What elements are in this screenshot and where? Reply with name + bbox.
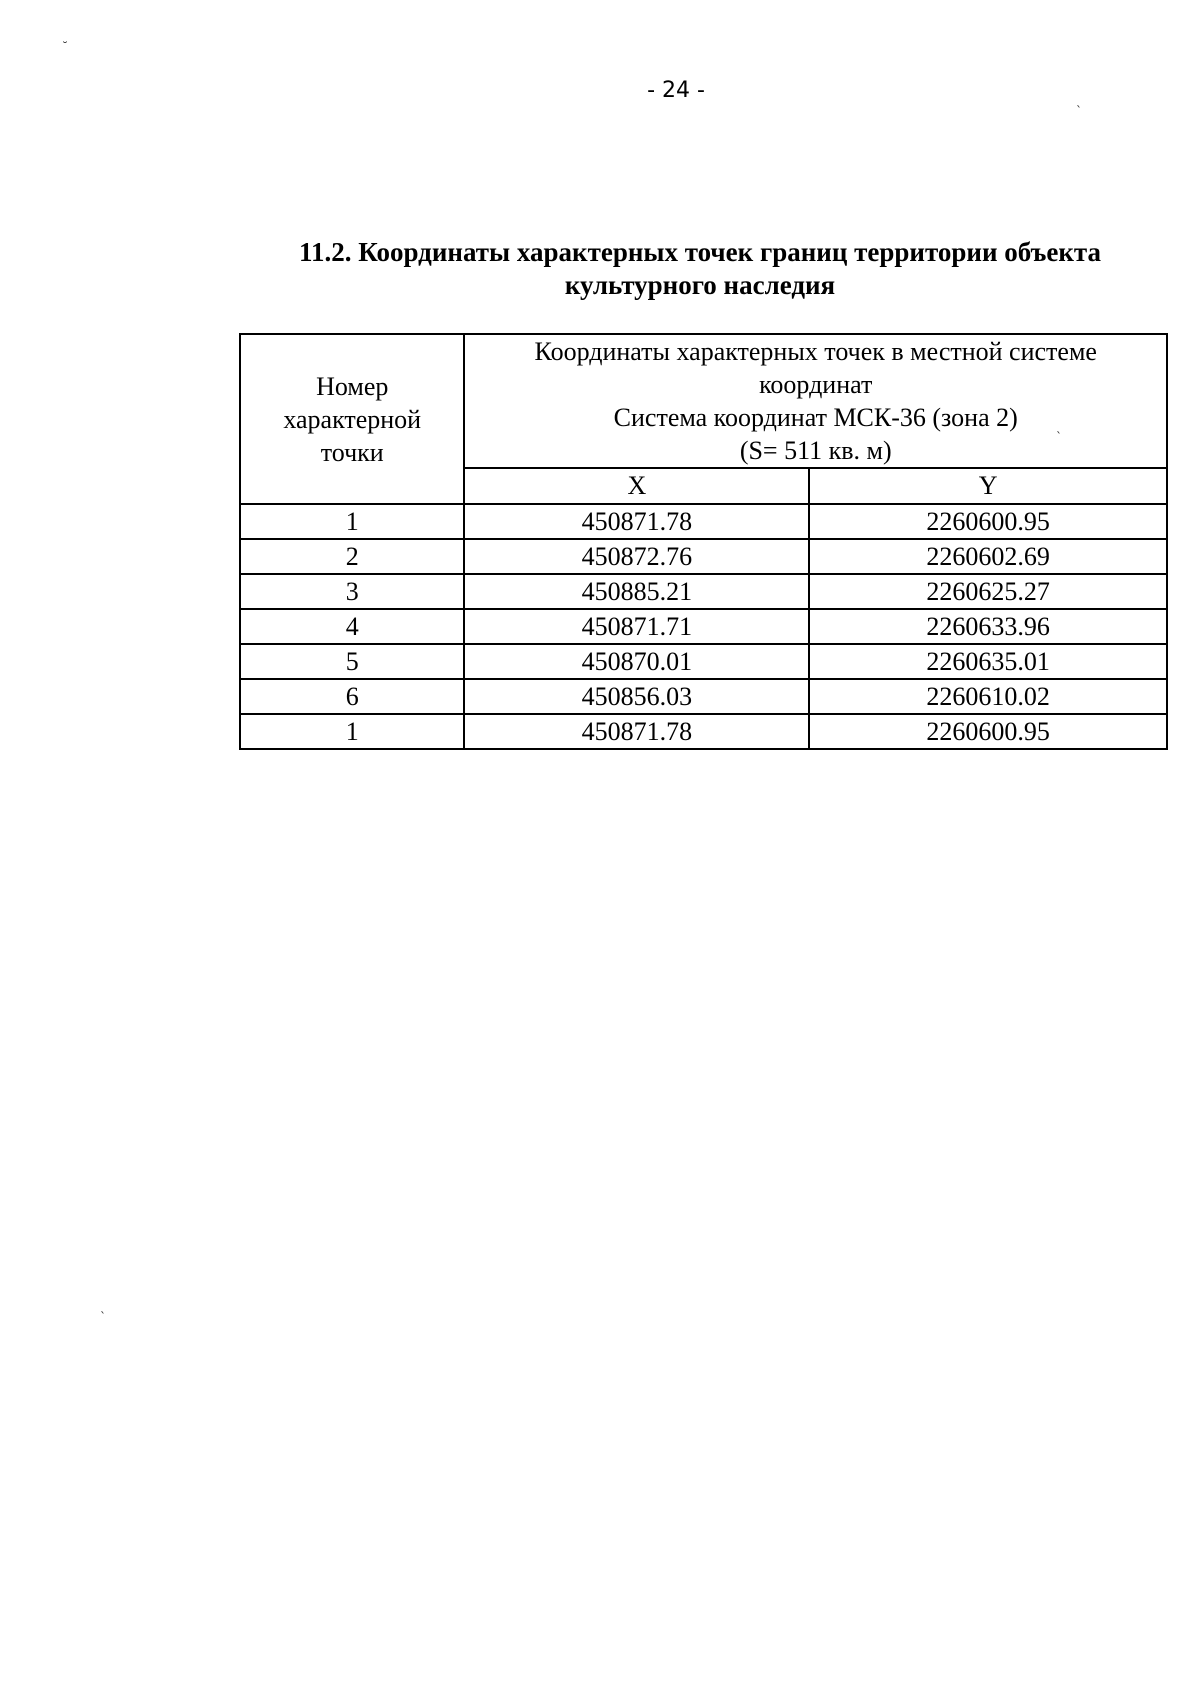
x-coordinate-cell: 450871.78 [464,714,809,749]
table-row [240,574,1167,609]
table-row [240,644,1167,679]
coordinates-table [239,333,1168,750]
point-number-cell: 4 [240,609,464,644]
table-row [240,609,1167,644]
section-title-line-2: культурного наследия [564,270,836,300]
point-number-cell: 5 [240,644,464,679]
point-number-header-line: Номер [316,371,389,401]
point-number-header-line: точки [320,437,384,467]
section-title-line-1: 11.2. Координаты характерных точек границ территории объекта [299,237,1101,267]
y-coordinate-cell: 2260635.01 [809,644,1167,679]
y-coordinate-cell: 2260600.95 [809,714,1167,749]
y-coordinate-cell: 2260633.96 [809,609,1167,644]
y-coordinate-cell: 2260625.27 [809,574,1167,609]
point-number-cell: 3 [240,574,464,609]
coordinates-header-line: координат [759,370,873,399]
x-coordinate-cell: 450885.21 [464,574,809,609]
table-header-row [240,334,1167,468]
scan-speck: ` [1076,104,1082,118]
scan-speck: ˘ [62,40,68,54]
scan-speck: ` [100,1310,106,1324]
page-number: - 24 - [647,78,705,103]
scan-speck: ` [1056,430,1062,444]
coordinates-header-line: Система координат МСК-36 (зона 2) [613,403,1018,432]
x-coordinate-cell: 450856.03 [464,679,809,714]
x-coordinate-cell: 450872.76 [464,539,809,574]
coordinates-header [464,334,1167,468]
table-row [240,714,1167,749]
point-number-cell: 2 [240,539,464,574]
point-number-header [240,334,464,504]
point-number-cell: 1 [240,714,464,749]
section-title [240,236,1160,302]
point-number-cell: 1 [240,504,464,539]
table-row [240,539,1167,574]
y-coordinate-cell: 2260610.02 [809,679,1167,714]
x-column-header: X [464,468,809,504]
x-coordinate-cell: 450871.71 [464,609,809,644]
point-number-header-line: характерной [283,404,422,434]
table-row [240,679,1167,714]
table-row [240,504,1167,539]
x-coordinate-cell: 450871.78 [464,504,809,539]
x-coordinate-cell: 450870.01 [464,644,809,679]
point-number-cell: 6 [240,679,464,714]
coordinates-header-line: (S= 511 кв. м) [739,436,892,465]
y-coordinate-cell: 2260600.95 [809,504,1167,539]
y-coordinate-cell: 2260602.69 [809,539,1167,574]
coordinates-header-line: Координаты характерных точек в местной системе [534,337,1097,366]
y-column-header: Y [809,468,1167,504]
